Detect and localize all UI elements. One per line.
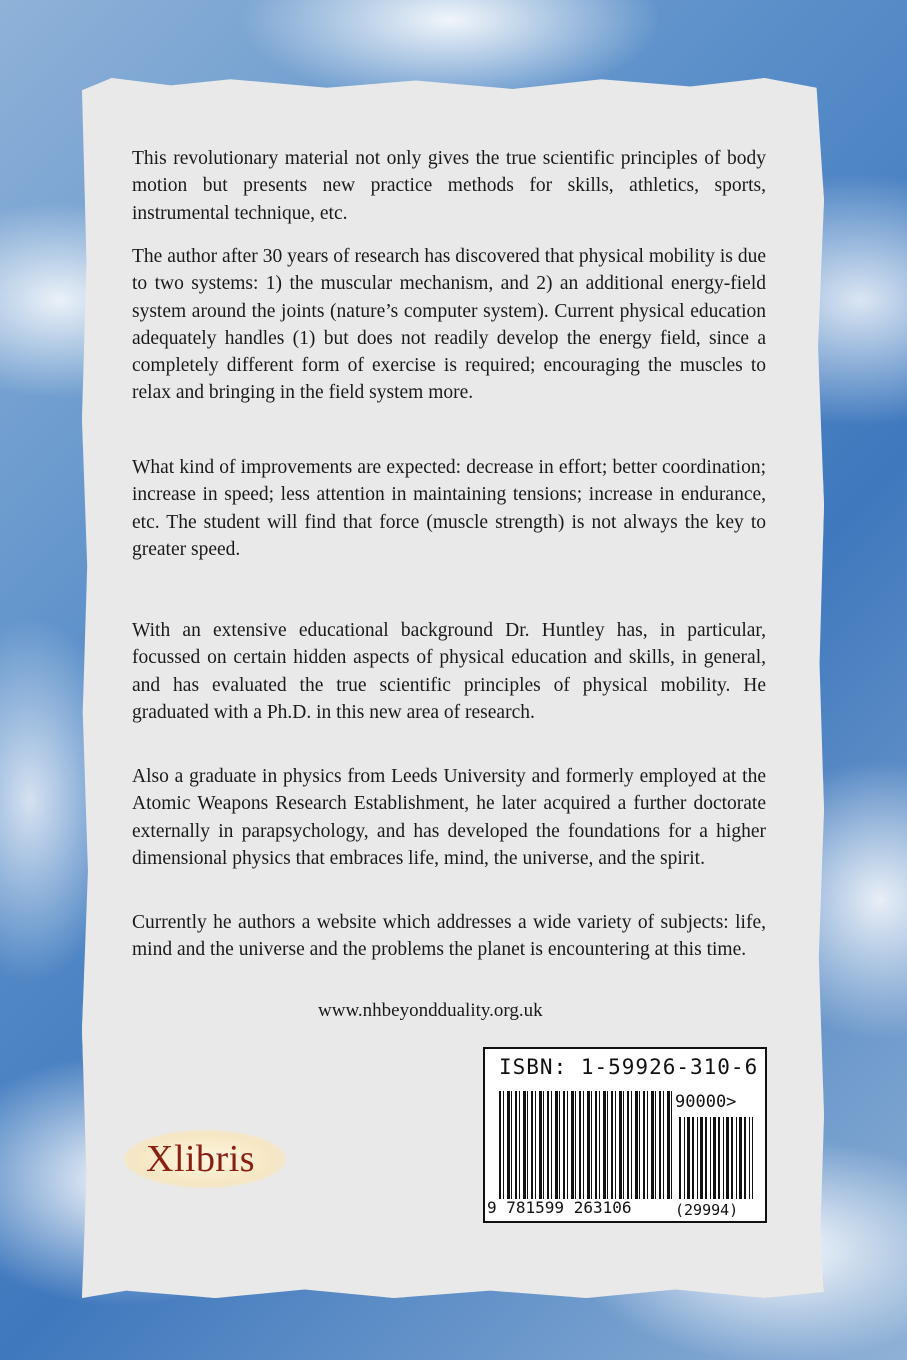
barcode-main-bars	[499, 1091, 675, 1199]
barcode-digits: 9 781599 263106	[487, 1198, 632, 1217]
description-paragraph-2: The author after 30 years of research has discovered that physical mobility is due to two systems: 1) the muscular mechanism, and 2) an additional energy-field system around the joints (nature’s computer system). Current physical education adequately handles (1) but does not readily develop the energy field, since a completely different form of exercise is required; encouraging the muscles to relax and bringing in the field system more.	[132, 246, 766, 404]
isbn-barcode	[483, 1047, 767, 1223]
xlibris-logo	[124, 1130, 286, 1188]
description-paragraph-3: What kind of improvements are expected: decrease in effort; better coordination; increase in speed; less attention in maintaining tensions; increase in endurance, etc. The student will find that force (muscle strength) is not always the key to greater speed.	[132, 457, 766, 560]
publisher-logo-text: Xlibris	[146, 1138, 256, 1180]
website-url: www.nhbeyondduality.org.uk	[318, 1000, 543, 1021]
barcode-note: (29994)	[675, 1201, 739, 1219]
author-bio-paragraph-3: Currently he authors a website which addresses a wide variety of subjects: life, mind and the universe and the problems the planet is encountering at this time.	[132, 912, 766, 961]
barcode-addon-bars	[679, 1117, 753, 1199]
author-bio-paragraph-1: With an extensive educational background Dr. Huntley has, in particular, focussed on certain hidden aspects of physical education and skills, in general, and has evaluated the true scientific principles of physical mobility. He graduated with a Ph.D. in this new area of research.	[132, 620, 766, 723]
description-paragraph-1: This revolutionary material not only gives the true scientific principles of body motion but presents new practice methods for skills, athletics, sports, instrumental technique, etc.	[132, 148, 766, 224]
author-bio-paragraph-2: Also a graduate in physics from Leeds University and formerly employed at the Atomic Weapons Research Establishment, he later acquired a further doctorate externally in parapsychology, and has developed the foundations for a higher dimensional physics that embraces life, mind, the universe, and the spirit.	[132, 766, 766, 869]
isbn-label: ISBN: 1-59926-310-6	[499, 1055, 759, 1079]
price-code: 90000>	[675, 1092, 737, 1112]
